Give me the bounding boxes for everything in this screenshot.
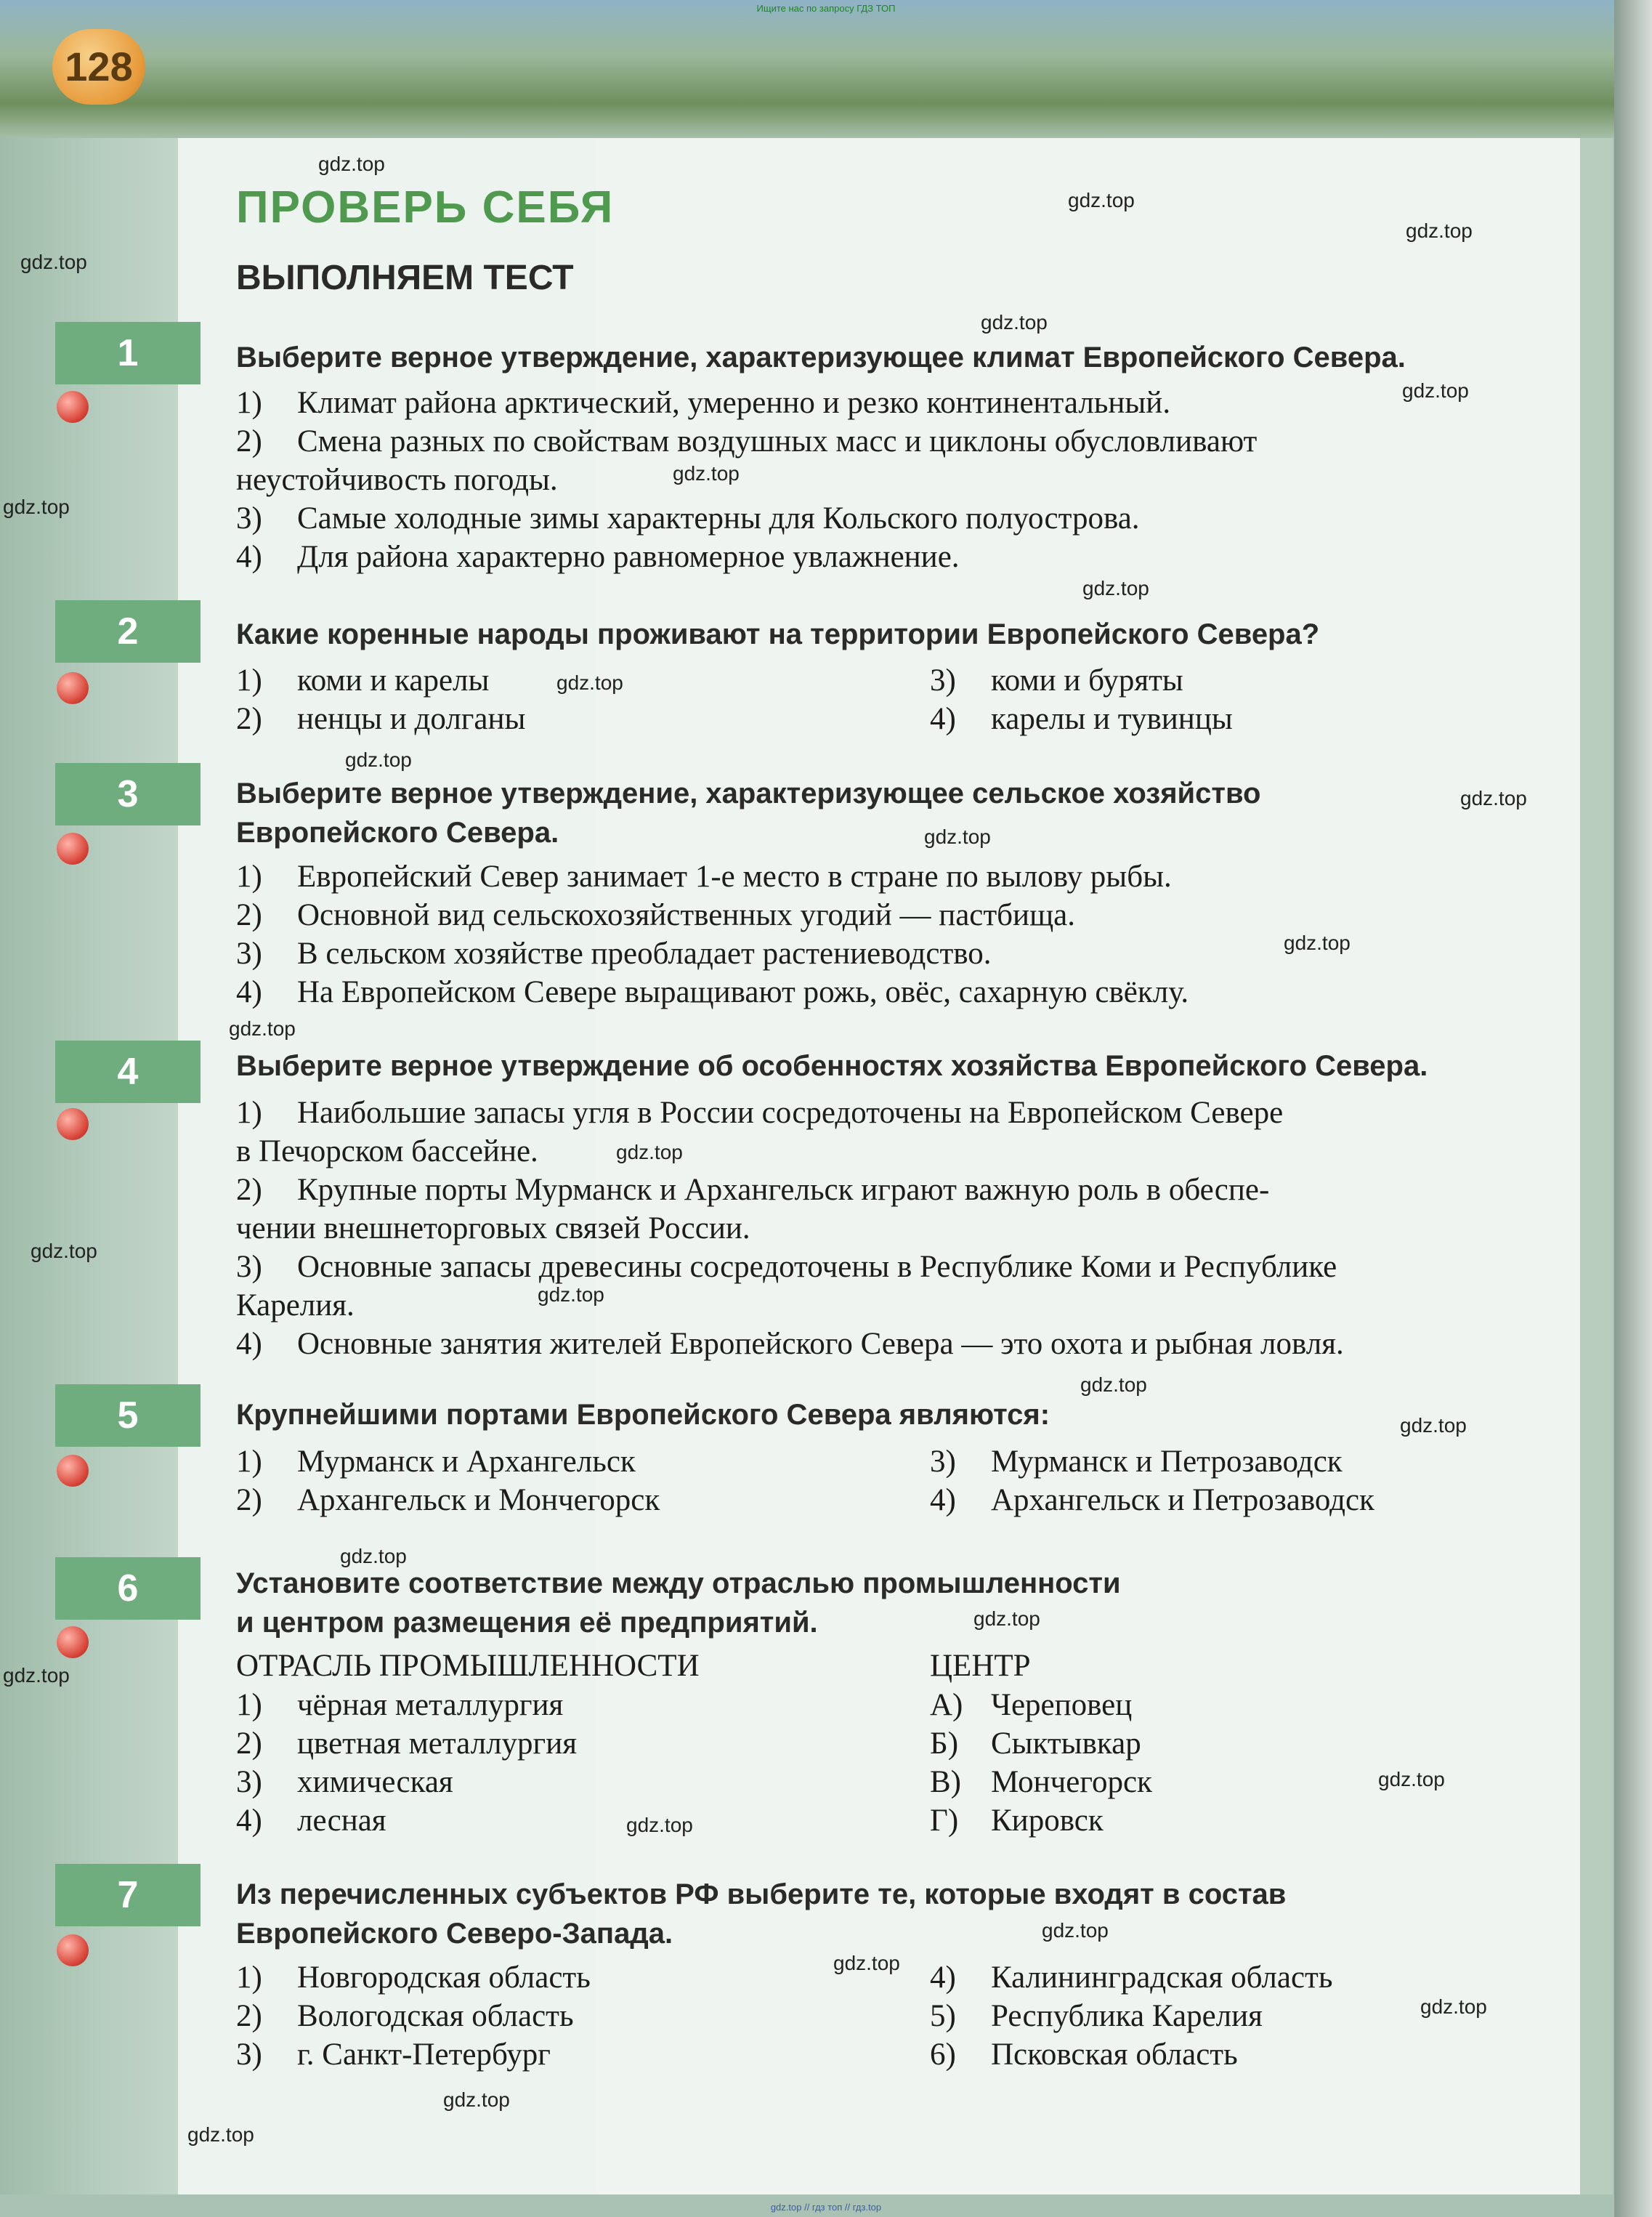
watermark: gdz.top (1042, 1919, 1109, 1942)
answer-option: 1) коми и карелы (236, 663, 490, 698)
answer-option: 4) На Европейском Севере выращивают рожь, овёс, сахарную свёклу. (236, 975, 1189, 1009)
watermark: gdz.top (31, 1240, 97, 1262)
answer-option: 5) Республика Карелия (930, 1999, 1263, 2033)
answer-option: 2) Архангельск и Мончегорск (236, 1483, 660, 1517)
answer-option: 4) Архангельск и Петрозаводск (930, 1483, 1374, 1517)
top-photo-banner (0, 0, 1652, 138)
answer-option: 1) Наибольшие запасы угля в России сосредоточены на Европейском Севере (236, 1096, 1284, 1130)
watermark: gdz.top (1400, 1414, 1467, 1437)
watermark: gdz.top (626, 1814, 693, 1836)
watermark: gdz.top (616, 1141, 683, 1163)
answer-option: 2) Вологодская область (236, 1999, 574, 2033)
watermark: gdz.top (1406, 219, 1473, 242)
answer-option: 1) Климат района арктический, умеренно и резко континентальный. (236, 386, 1171, 420)
red-marker-icon (57, 833, 89, 865)
watermark: gdz.top (1080, 1373, 1147, 1396)
watermark: gdz.top (3, 496, 70, 518)
answer-option: 3) Мурманск и Петрозаводск (930, 1445, 1343, 1479)
answer-option: 2) ненцы и долганы (236, 702, 526, 736)
watermark: gdz.top (1402, 379, 1469, 402)
answer-option: 1) Новгородская область (236, 1960, 591, 1995)
watermark: gdz.top (443, 2088, 510, 2111)
answer-option: 4) Основные занятия жителей Европейского Севера — это охота и рыбная ловля. (236, 1327, 1344, 1361)
answer-option: 2) Смена разных по свойствам воздушных масс и циклоны обусловливают (236, 424, 1258, 459)
answer-option: 6) Псковская область (930, 2038, 1238, 2072)
watermark: gdz.top (673, 462, 740, 485)
red-marker-icon (57, 1455, 89, 1487)
answer-option: 3) химическая (236, 1765, 453, 1799)
question-number-7: 7 (55, 1864, 201, 1926)
answer-option-continued: в Печорском бассейне. (236, 1134, 538, 1168)
question-3-text: Выберите верное утверждение, характеризующее сельское хозяйство Европейского Севера. (236, 778, 1261, 849)
watermark: gdz.top (981, 311, 1048, 334)
watermark: gdz.top (833, 1952, 900, 1974)
answer-option: 1) чёрная металлургия (236, 1688, 564, 1722)
answer-option: 2) Основной вид сельскохозяйственных угодий — пастбища. (236, 898, 1076, 932)
question-4-text: Выберите верное утверждение об особенностях хозяйства Европейского Севера. (236, 1050, 1428, 1082)
answer-option: 4) Для района характерно равномерное увлажнение. (236, 540, 960, 574)
answer-option-continued: неустойчивость погоды. (236, 463, 558, 497)
watermark: gdz.top (1460, 787, 1527, 809)
question-number-1: 1 (55, 322, 201, 384)
answer-option: 4) Калининградская область (930, 1960, 1333, 1995)
watermark: gdz.top (1378, 1768, 1445, 1790)
answer-option: 1) Европейский Север занимает 1-е место в стране по вылову рыбы. (236, 860, 1172, 894)
top-note: Ищите нас по запросу ГДЗ ТОП (756, 3, 896, 14)
page-number: 128 (52, 29, 145, 105)
answer-option: 4) карелы и тувинцы (930, 702, 1233, 736)
answer-option: 3) коми и буряты (930, 663, 1183, 698)
answer-option: 4) лесная (236, 1804, 386, 1838)
question-5-text: Крупнейшими портами Европейского Севера являются: (236, 1399, 1050, 1431)
watermark: gdz.top (340, 1545, 407, 1567)
question-number-2: 2 (55, 600, 201, 663)
answer-option: 3) Основные запасы древесины сосредоточены в Республике Коми и Республике (236, 1250, 1337, 1284)
question-7-text: Из перечисленных субъектов РФ выберите те, которые входят в состав Европейского Северо-Запада. (236, 1878, 1287, 1950)
watermark: gdz.top (318, 153, 385, 175)
answer-option-continued: чении внешнеторговых связей России. (236, 1211, 750, 1245)
question-number-5: 5 (55, 1384, 201, 1447)
red-marker-icon (57, 1626, 89, 1658)
red-marker-icon (57, 1934, 89, 1966)
answer-option: 2) цветная металлургия (236, 1727, 577, 1761)
red-marker-icon (57, 672, 89, 704)
watermark: gdz.top (924, 825, 991, 848)
answer-option: 1) Мурманск и Архангельск (236, 1445, 636, 1479)
answer-option: Г) Кировск (930, 1804, 1104, 1838)
watermark: gdz.top (1420, 1995, 1487, 2018)
bottom-note: gdz.top // гдз топ // гдз.top (770, 2202, 882, 2213)
watermark: gdz.top (538, 1283, 604, 1306)
red-marker-icon (57, 1108, 89, 1140)
watermark: gdz.top (1284, 932, 1351, 954)
question-2-text: Какие коренные народы проживают на территории Европейского Севера? (236, 618, 1320, 650)
watermark: gdz.top (1068, 189, 1135, 211)
question-number-4: 4 (55, 1041, 201, 1103)
column-header-industry: ОТРАСЛЬ ПРОМЫШЛЕННОСТИ (236, 1649, 700, 1683)
question-1-text: Выберите верное утверждение, характеризующее климат Европейского Севера. (236, 342, 1406, 373)
watermark: gdz.top (187, 2123, 254, 2146)
question-number-6: 6 (55, 1557, 201, 1620)
column-header-center: ЦЕНТР (930, 1649, 1031, 1683)
watermark: gdz.top (556, 671, 623, 694)
answer-option: А) Череповец (930, 1688, 1133, 1722)
answer-option: 3) Самые холодные зимы характерны для Кольского полуострова. (236, 501, 1140, 536)
answer-option: Б) Сыктывкар (930, 1727, 1141, 1761)
watermark: gdz.top (973, 1607, 1040, 1630)
red-marker-icon (57, 391, 89, 423)
answer-option-continued: Карелия. (236, 1288, 355, 1322)
question-number-3: 3 (55, 763, 201, 825)
answer-option: 3) В сельском хозяйстве преобладает растениеводство. (236, 937, 992, 971)
answer-option: 3) г. Санкт-Петербург (236, 2038, 551, 2072)
watermark: gdz.top (20, 251, 87, 273)
watermark: gdz.top (3, 1664, 70, 1687)
section-subheading: ВЫПОЛНЯЕМ ТЕСТ (236, 259, 574, 297)
answer-option: В) Мончегорск (930, 1765, 1152, 1799)
watermark: gdz.top (229, 1017, 296, 1040)
page-edge (1614, 0, 1652, 2217)
answer-option: 2) Крупные порты Мурманск и Архангельск играют важную роль в обеспе- (236, 1173, 1270, 1207)
watermark: gdz.top (345, 748, 412, 771)
section-heading: ПРОВЕРЬ СЕБЯ (236, 182, 615, 233)
question-6-text: Установите соответствие между отраслью промышленности и центром размещения её предприятий. (236, 1567, 1121, 1639)
watermark: gdz.top (1082, 577, 1149, 599)
